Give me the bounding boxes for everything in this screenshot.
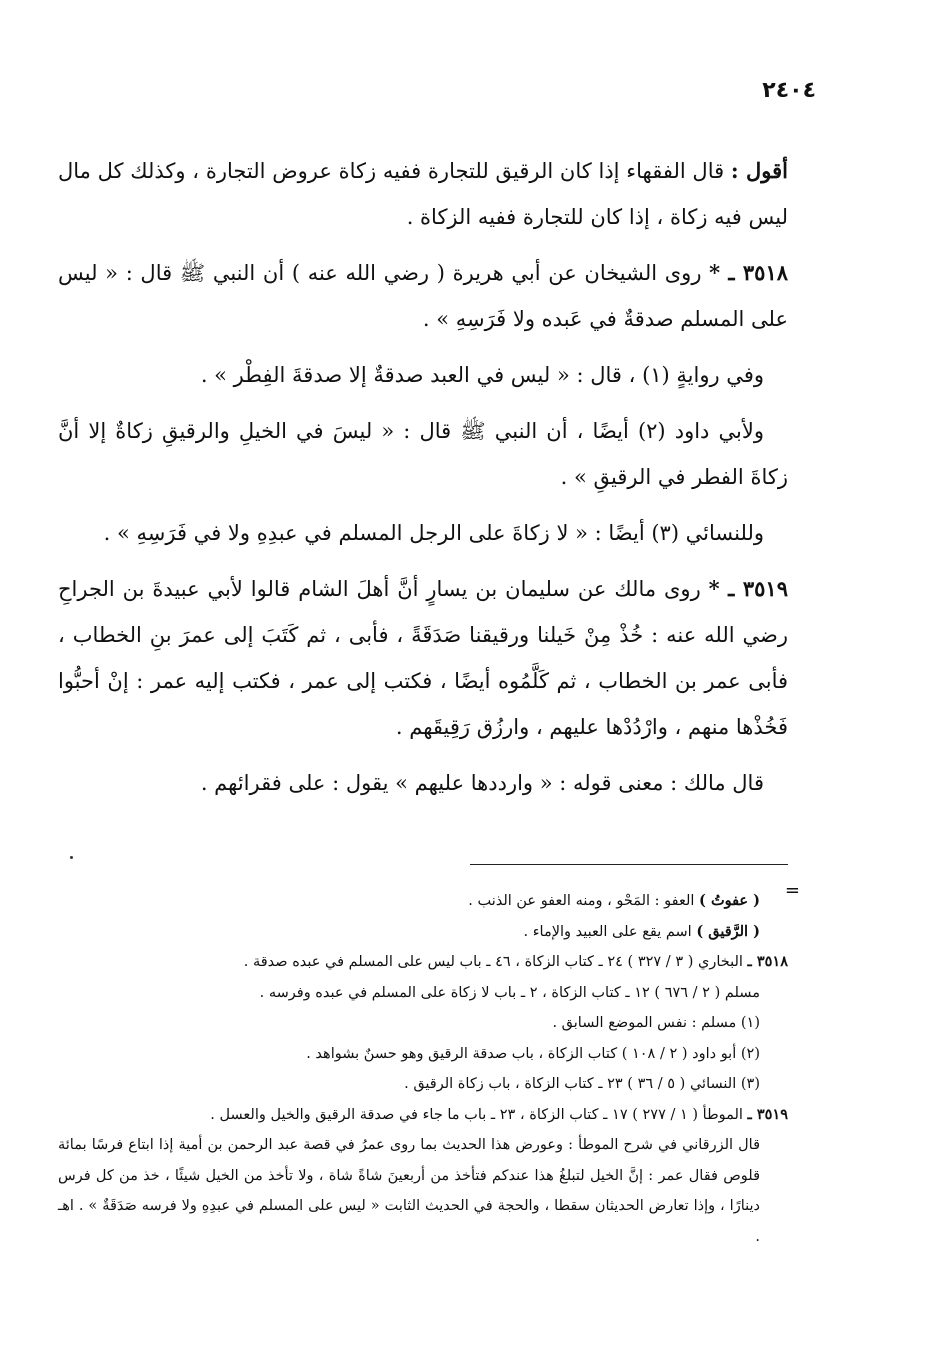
- gloss-term: ( عفوتُ ): [699, 892, 760, 909]
- footnote-3: (٣) النسائي ( ٥ / ٣٦ ) ٢٣ ـ كتاب الزكاة ، باب زكاة الرقيق .: [404, 1076, 760, 1092]
- page-number: ٢٤٠٤: [762, 78, 816, 103]
- gloss-term: ( الرَّقيق ): [696, 922, 760, 940]
- paragraph-nasai: وللنسائي (٣) أيضًا : « لا زكاةَ على الرجل المسلم في عبدِهِ ولا في فَرَسِهِ » .: [103, 521, 764, 545]
- paragraph-text: قال الفقهاء إذا كان الرقيق للتجارة ففيه زكاة عروض التجارة ، وكذلك كل مال ليس فيه زكاة ، إذا كان للتجارة ففيه الزكاة .: [58, 159, 788, 229]
- paragraph-malik: قال مالك : معنى قوله : « وارددها عليهم » يقول : على فقرائهم .: [200, 771, 764, 795]
- gloss-text: اسم يقع على العبيد والإماء .: [523, 923, 697, 940]
- hadith-number: ٣٥١٨ ـ *: [709, 260, 789, 285]
- footnote-text: البخاري ( ٣ / ٣٢٧ ) ٢٤ ـ كتاب الزكاة ، ٤٦ ـ باب ليس على المسلم في عبده صدقة .: [243, 954, 748, 970]
- continuation-mark: =: [784, 880, 800, 901]
- hadith-3518: [58, 250, 788, 342]
- footnotes: [58, 886, 788, 1252]
- paragraph-riwaya: وفي روايةٍ (١) ، قال : « ليس في العبد صدقةٌ إلا صدقةَ الفِطْر » .: [200, 363, 764, 387]
- hadith-text: روى مالك عن سليمان بن يسارٍ أنَّ أهلَ الشام قالوا لأبي عبيدةَ بن الجراحِ رضي الله عنه : خُذْ مِنْ خَيلنا ورقيقنا صَدَقَةً ، فأبى ، ثم كَتَبَ إلى عمرَ بنِ الخطاب ، فأبى عمر بن الخطاب ، ثم كَلَّمُوه أيضًا ، فكتب إلى عمر ، فكتب إليه عمر : إنْ أحبُّوا فَخُذْها منهم ، وارْدُدْها عليهم ، وارزُق رَقِيقَهم .: [58, 577, 788, 739]
- footnote-1: (١) مسلم : نفس الموضع السابق .: [552, 1015, 760, 1031]
- footnote-number: ٣٥١٨ ـ: [747, 953, 788, 970]
- print-speck: [70, 856, 73, 859]
- footnote-number: ٣٥١٩ ـ: [747, 1105, 788, 1123]
- paragraph-intro: [58, 148, 788, 240]
- footnote-3519: [58, 1100, 788, 1131]
- paragraph-abu-dawud: ولأبي داود (٢) أيضًا ، أن النبي ﷺ قال : « ليسَ في الخيلِ والرقيقِ زكاةٌ إلا أنَّ زكاةَ الفطر في الرقيقِ » .: [58, 419, 788, 489]
- hadith-text: روى الشيخان عن أبي هريرة ( رضي الله عنه ) أن النبي ﷺ قال : « ليس على المسلم صدقةٌ في عَبده ولا فَرَسِهِ » .: [58, 261, 788, 331]
- footnote-2: (٢) أبو داود ( ٢ / ١٠٨ ) كتاب الزكاة ، باب صدقة الرقيق وهو حسنٌ بشواهد .: [306, 1045, 760, 1062]
- hadith-3519: [58, 566, 788, 750]
- gloss-text: العفو : المَحْو ، ومنه العفو عن الذنب .: [468, 893, 700, 909]
- gloss-entry: [58, 917, 788, 948]
- hadith-number: ٣٥١٩ ـ *: [708, 576, 788, 601]
- footnote-3519-commentary: قال الزرقاني في شرح الموطأ : وعورض هذا الحديث بما روى عمرُ في قصة عبد الرحمن بن أمية إذا ابتاع فرسًا بمائة قلوص فقال عمر : إنَّ الخيل لتبلغُ هذا عندكم فتأخذ من أربعينَ شاةً شاة ، ولا تأخذ من الخيل شيئًا ، خذ من كل فرس دينارًا ، وإذا تعارض الحديثان سقطا ، والحجة في الحديث الثابت « ليس على المسلم في عبدِهِ ولا فرسه صَدَقَةٌ » . اهـ .: [58, 1137, 760, 1245]
- footnote-3518: [58, 947, 788, 978]
- main-text: [58, 148, 788, 816]
- footnote-text: الموطأ ( ١ / ٢٧٧ ) ١٧ ـ كتاب الزكاة ، ٢٣ ـ باب ما جاء في صدقة الرقيق والخيل والعسل .: [210, 1106, 748, 1123]
- footnote-3518-muslim: مسلم ( ٢ / ٦٧٦ ) ١٢ ـ كتاب الزكاة ، ٢ ـ باب لا زكاة على المسلم في عبده وفرسه .: [259, 984, 760, 1001]
- footnote-divider: [470, 864, 788, 865]
- gloss-entry: [58, 886, 788, 917]
- paragraph-lead: أقول :: [730, 158, 788, 183]
